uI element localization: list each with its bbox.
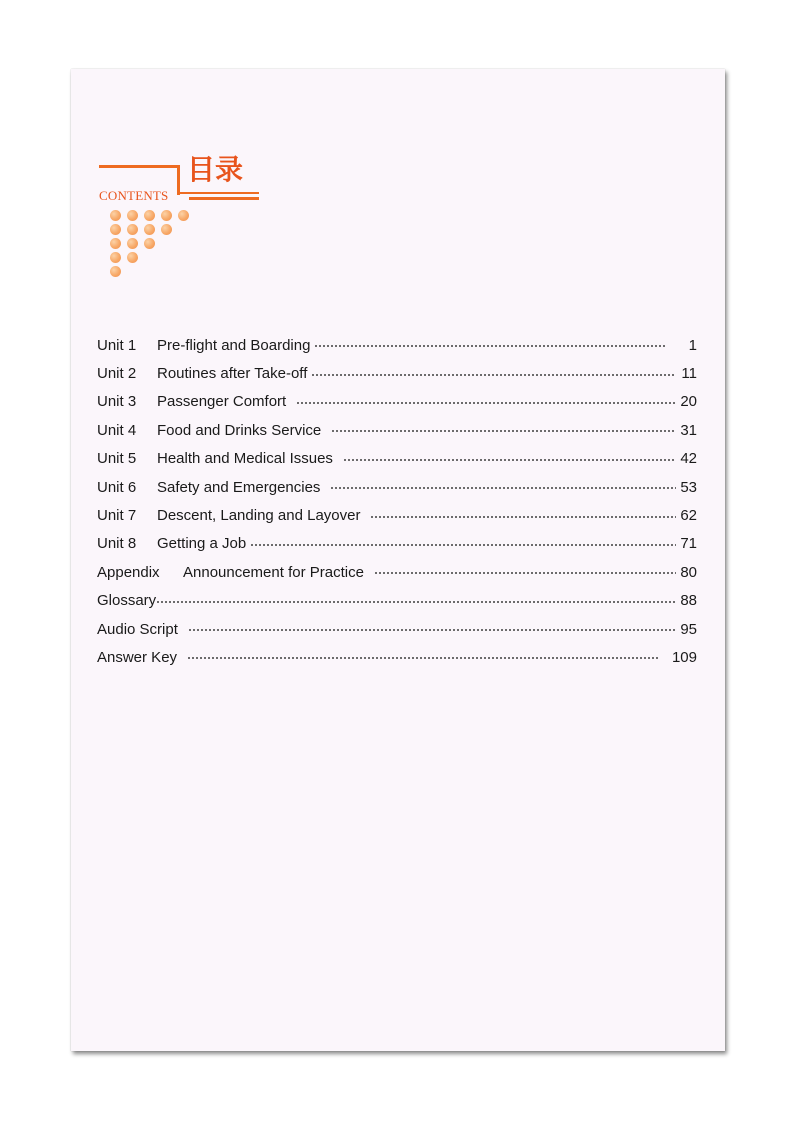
toc-title: Passenger Comfort — [157, 393, 287, 411]
decor-dot — [144, 238, 155, 249]
toc-dot-leader — [156, 601, 676, 603]
toc-page-number: 80 — [680, 563, 697, 581]
toc-title: Glossary — [97, 592, 157, 610]
toc-title: Safety and Emergencies — [157, 478, 321, 496]
header-rule-bottom-thick — [189, 197, 259, 200]
toc-entry-audio-script[interactable] — [97, 615, 697, 643]
header-rule-top — [99, 165, 179, 168]
toc-dot-leader — [374, 572, 676, 574]
toc-title: Getting a Job — [157, 535, 247, 553]
toc-unit-label: Unit 2 — [97, 365, 137, 383]
toc-dot-leader — [250, 544, 676, 546]
decor-dot — [110, 224, 121, 235]
toc-unit-label: Unit 5 — [97, 450, 137, 468]
toc-page-number: 1 — [688, 336, 697, 354]
decor-dot — [161, 224, 172, 235]
toc-page-number: 62 — [680, 507, 697, 525]
toc-unit-label: Unit 1 — [97, 336, 137, 354]
decor-dot — [127, 224, 138, 235]
toc-dot-leader — [343, 459, 676, 461]
toc-unit-label: Unit 3 — [97, 393, 137, 411]
toc-page-number: 42 — [680, 450, 697, 468]
toc-page-number: 31 — [680, 421, 697, 439]
decor-dot — [127, 210, 138, 221]
toc-page-number: 88 — [680, 592, 697, 610]
toc-unit-label: Appendix — [97, 563, 160, 581]
toc-entry-unit-8[interactable] — [97, 530, 697, 558]
toc-dot-leader — [331, 430, 676, 432]
decor-dot — [144, 224, 155, 235]
toc-page-number: 11 — [681, 365, 697, 383]
toc-dot-leader — [187, 657, 659, 659]
toc-page-number: 109 — [671, 648, 697, 666]
toc-entry-unit-6[interactable] — [97, 473, 697, 501]
document-page — [71, 69, 725, 1051]
toc-entry-answer-key[interactable] — [97, 643, 697, 671]
decor-dot — [110, 252, 121, 263]
toc-entry-unit-4[interactable] — [97, 416, 697, 444]
contents-title-en: CONTENTS — [99, 188, 169, 203]
toc-entry-unit-3[interactable] — [97, 388, 697, 416]
toc-entry-unit-5[interactable] — [97, 445, 697, 473]
decorative-dot-grid — [110, 210, 210, 280]
decor-dot — [110, 210, 121, 221]
toc-entry-glossary[interactable] — [97, 587, 697, 615]
decor-dot — [127, 238, 138, 249]
toc-title: Food and Drinks Service — [157, 421, 322, 439]
toc-entry-appendix[interactable] — [97, 558, 697, 586]
toc-title: Answer Key — [97, 648, 178, 666]
toc-title: Health and Medical Issues — [157, 450, 333, 468]
toc-title: Announcement for Practice — [183, 563, 364, 581]
header-rule-bottom — [177, 192, 259, 194]
toc-entry-unit-1[interactable] — [97, 331, 697, 359]
toc-title: Pre-flight and Boarding — [157, 336, 311, 354]
header-rule-vertical — [177, 165, 180, 195]
toc-entry-unit-7[interactable] — [97, 501, 697, 529]
toc-title: Routines after Take-off — [157, 365, 308, 383]
decor-dot — [110, 238, 121, 249]
toc-unit-label: Unit 7 — [97, 507, 137, 525]
toc-unit-label: Unit 6 — [97, 478, 137, 496]
toc-page-number: 53 — [680, 478, 697, 496]
toc-dot-leader — [188, 629, 676, 631]
toc-dot-leader — [311, 374, 676, 376]
toc-page-number: 95 — [680, 620, 697, 638]
decor-dot — [127, 252, 138, 263]
toc-title: Descent, Landing and Layover — [157, 507, 361, 525]
decor-dot — [144, 210, 155, 221]
toc-dot-leader — [330, 487, 676, 489]
decor-dot — [178, 210, 189, 221]
toc-dot-leader — [370, 516, 676, 518]
toc-unit-label: Unit 8 — [97, 535, 137, 553]
toc-page-number: 20 — [680, 393, 697, 411]
decor-dot — [161, 210, 172, 221]
toc-dot-leader — [296, 402, 676, 404]
contents-title-cn: 目录 — [187, 153, 244, 186]
toc-unit-label: Unit 4 — [97, 421, 137, 439]
toc-title: Audio Script — [97, 620, 178, 638]
decor-dot — [110, 266, 121, 277]
table-of-contents — [97, 331, 697, 672]
toc-page-number: 71 — [680, 535, 697, 553]
toc-dot-leader — [314, 345, 666, 347]
toc-entry-unit-2[interactable] — [97, 359, 697, 387]
